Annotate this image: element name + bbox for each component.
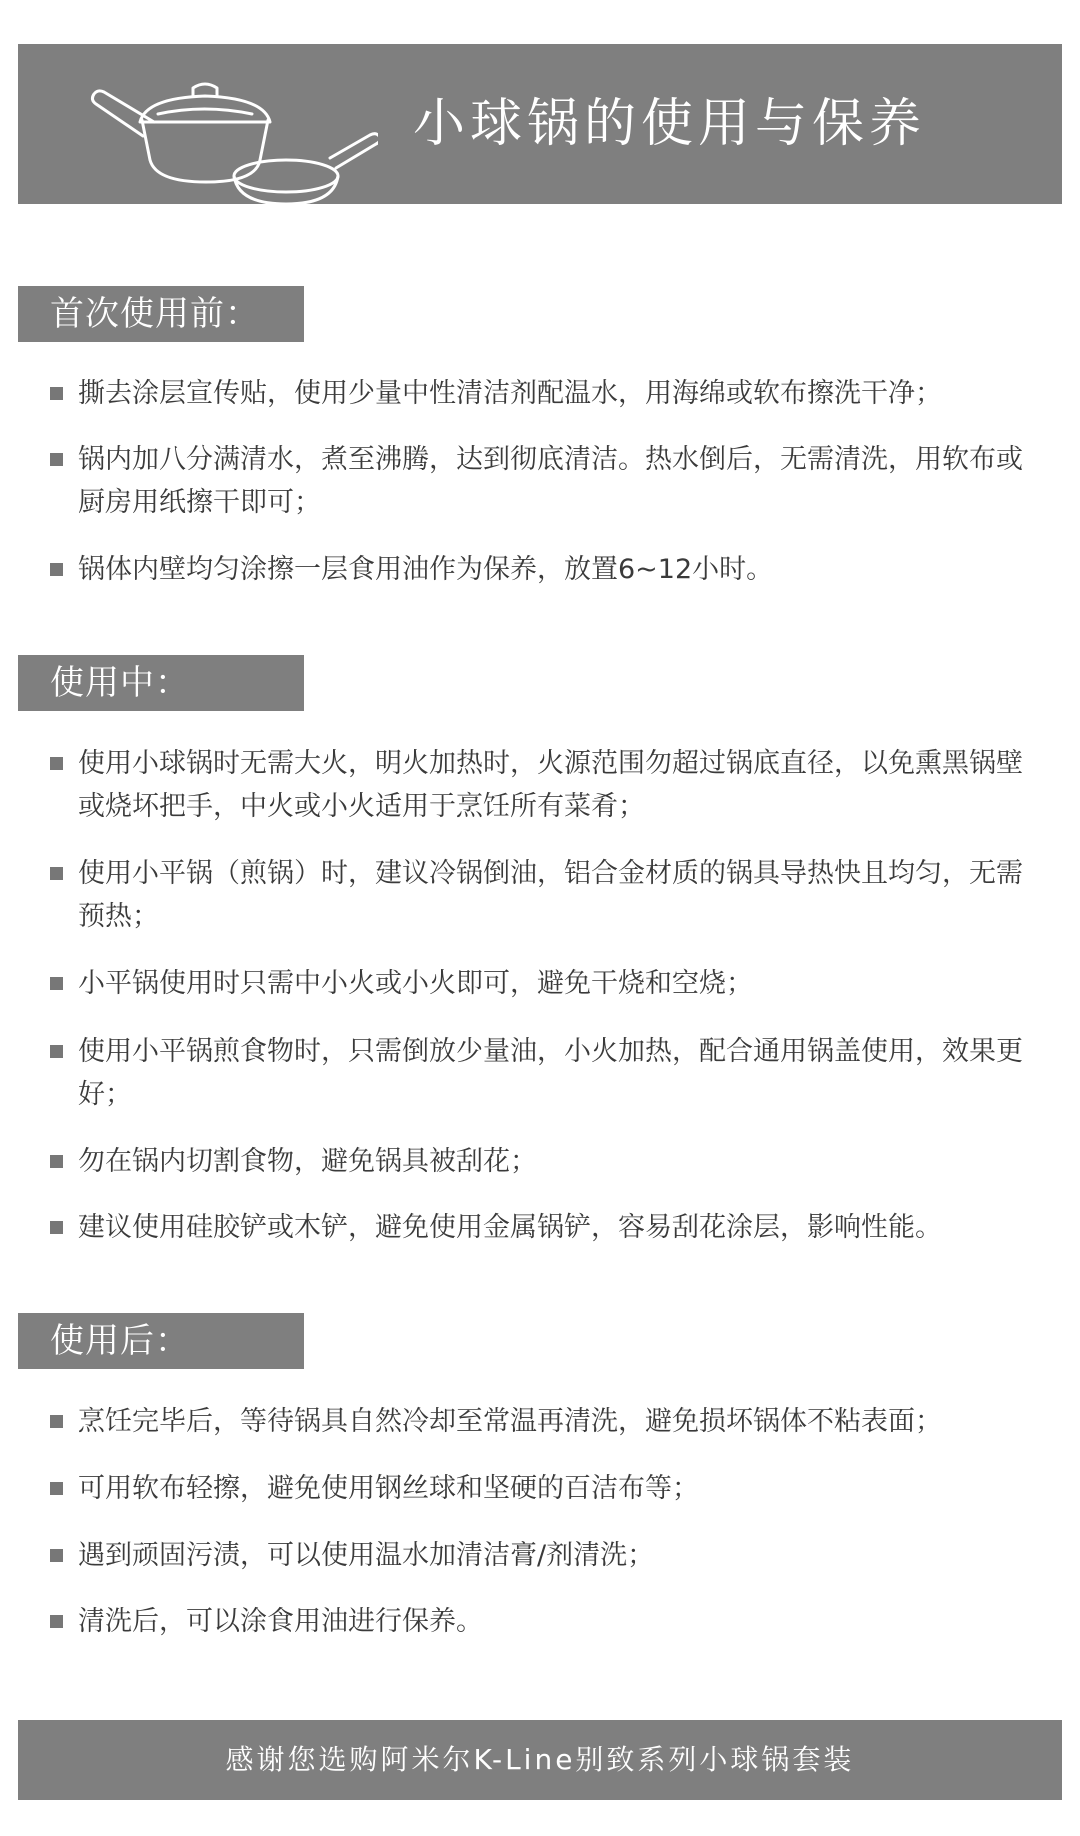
- list-item-text: 使用小平锅煎食物时，只需倒放少量油，小火加热，配合通用锅盖使用，效果更好；: [78, 1036, 1023, 1110]
- bullet-square-icon: [50, 867, 63, 880]
- list-item: [78, 372, 1028, 415]
- list-item: [78, 1467, 1028, 1510]
- list-item-text: 可用软布轻擦，避免使用钢丝球和坚硬的百洁布等；: [78, 1473, 699, 1504]
- cookware-pots-icon: [88, 64, 378, 204]
- list-item: [78, 1140, 1028, 1183]
- bullet-square-icon: [50, 387, 63, 400]
- section-title-before-first-use: 首次使用前：: [18, 286, 304, 342]
- list-item-text: 勿在锅内切割食物，避免锅具被刮花；: [78, 1146, 537, 1177]
- list-item: [78, 962, 1028, 1005]
- list-item: [78, 852, 1028, 938]
- list-item: [78, 1400, 1028, 1443]
- bullet-square-icon: [50, 1155, 63, 1168]
- list-item-text: 使用小球锅时无需大火，明火加热时，火源范围勿超过锅底直径，以免熏黑锅壁或烧坏把手，中火或小火适用于烹饪所有菜肴；: [78, 748, 1023, 822]
- list-item: [78, 1206, 1028, 1249]
- bullet-square-icon: [50, 563, 63, 576]
- list-item: [78, 742, 1028, 828]
- header-banner: [18, 44, 1062, 204]
- list-item-text: 使用小平锅（煎锅）时，建议冷锅倒油，铝合金材质的锅具导热快且均匀，无需预热；: [78, 858, 1023, 932]
- bullet-square-icon: [50, 1615, 63, 1628]
- footer-banner: 感谢您选购阿米尔K-Line别致系列小球锅套装: [18, 1720, 1062, 1800]
- list-item: [78, 1030, 1028, 1116]
- bullet-square-icon: [50, 977, 63, 990]
- bullet-square-icon: [50, 757, 63, 770]
- bullet-square-icon: [50, 1415, 63, 1428]
- page-title: 小球锅的使用与保养: [413, 94, 927, 154]
- bullet-square-icon: [50, 453, 63, 466]
- list-item: [78, 1600, 1028, 1643]
- list-item-text: 撕去涂层宣传贴，使用少量中性清洁剂配温水，用海绵或软布擦洗干净；: [78, 378, 942, 409]
- list-item-text: 烹饪完毕后，等待锅具自然冷却至常温再清洗，避免损坏锅体不粘表面；: [78, 1406, 942, 1437]
- list-item: [78, 438, 1028, 524]
- list-item-text: 锅体内壁均匀涂擦一层食用油作为保养，放置6~12小时。: [78, 554, 774, 585]
- list-item-text: 小平锅使用时只需中小火或小火即可，避免干烧和空烧；: [78, 968, 753, 999]
- list-item: [78, 1534, 1028, 1577]
- list-item-text: 建议使用硅胶铲或木铲，避免使用金属锅铲，容易刮花涂层，影响性能。: [78, 1212, 942, 1243]
- section-title-after-use: 使用后：: [18, 1313, 304, 1369]
- bullet-square-icon: [50, 1045, 63, 1058]
- section-title-during-use: 使用中：: [18, 655, 304, 711]
- list-item-text: 遇到顽固污渍，可以使用温水加清洁膏/剂清洗；: [78, 1540, 655, 1571]
- list-item-text: 锅内加八分满清水，煮至沸腾，达到彻底清洁。热水倒后，无需清洗，用软布或厨房用纸擦干即可；: [78, 444, 1023, 518]
- bullet-square-icon: [50, 1549, 63, 1562]
- list-item: [78, 548, 1028, 591]
- bullet-square-icon: [50, 1482, 63, 1495]
- list-item-text: 清洗后，可以涂食用油进行保养。: [78, 1606, 483, 1637]
- bullet-square-icon: [50, 1221, 63, 1234]
